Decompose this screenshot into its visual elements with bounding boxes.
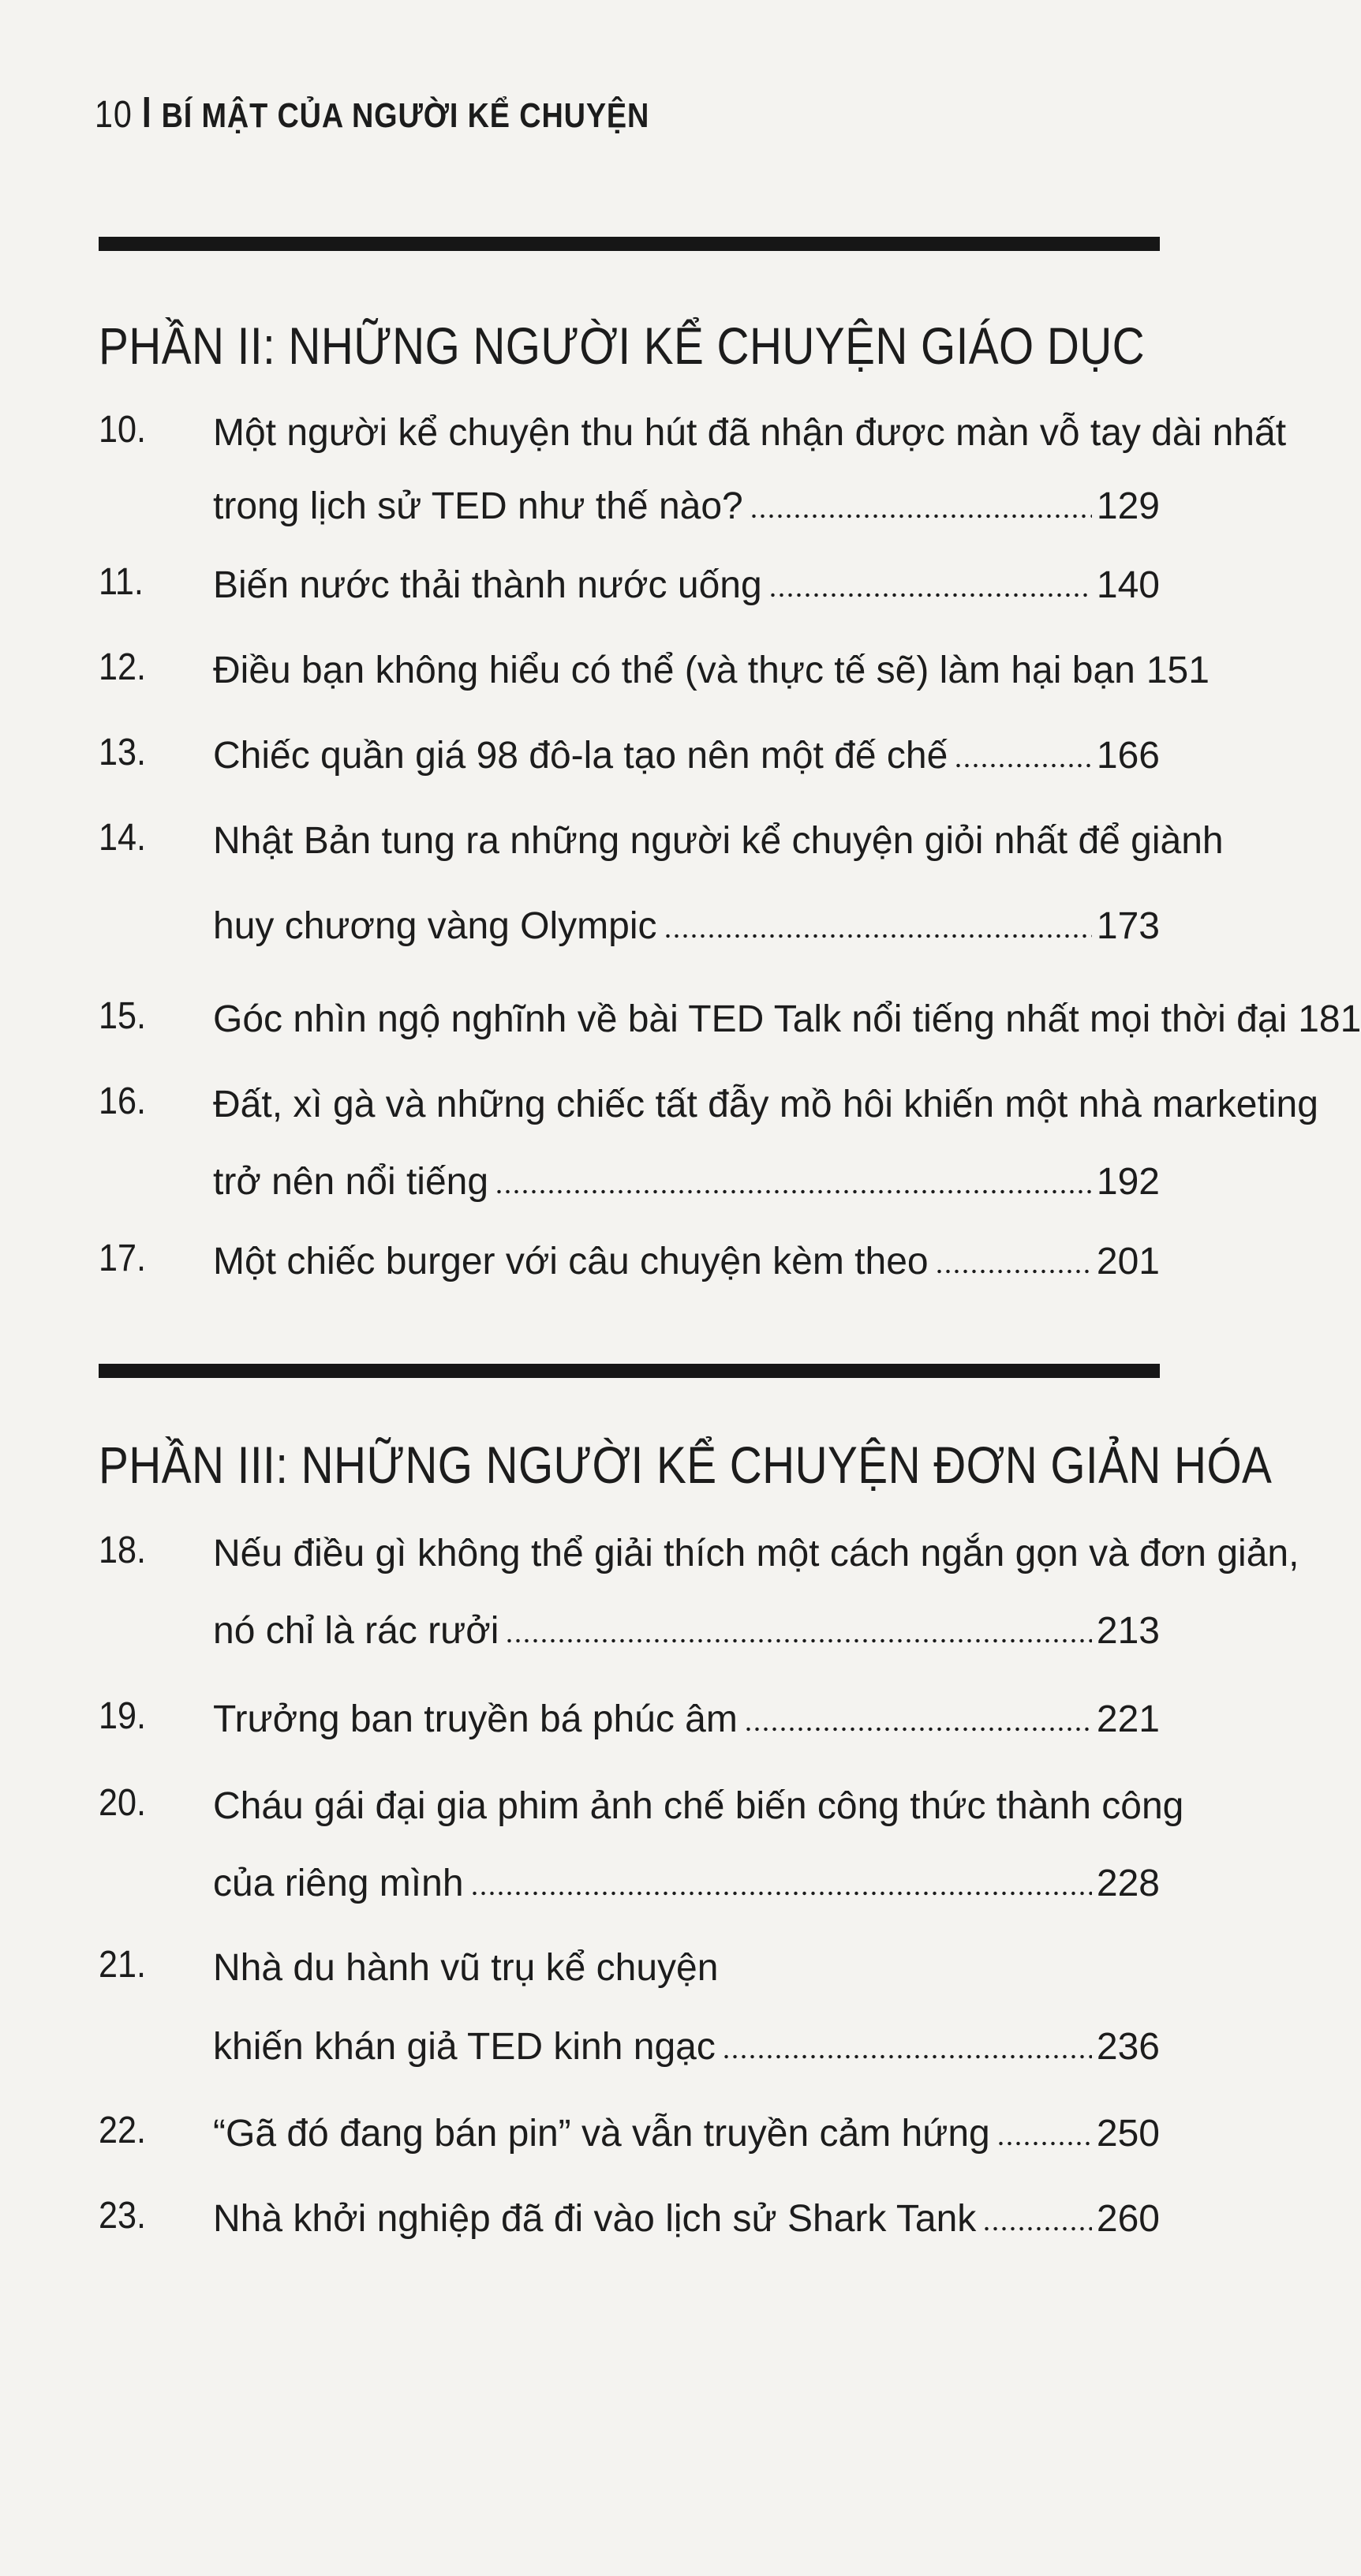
entry-title-line: Biến nước thải thành nước uống 140 [213,559,1160,609]
entry-page: 173 [1096,905,1160,947]
entry-title-line: Nhật Bản tung ra những người kể chuyện giỏi nhất để giành [213,820,1224,862]
entry-page: 236 [1096,2026,1160,2068]
entry-number: 14. [99,817,147,859]
entry-title-line: Đất, xì gà và những chiếc tất đẫy mồ hôi khiến một nhà marketing [213,1084,1318,1125]
entry-title-line: trở nên nổi tiếng 192 [213,1155,1160,1206]
entry-number: 23. [99,2195,147,2237]
dot-leader [935,1268,1092,1275]
entry-page: 228 [1096,1863,1160,1904]
dot-leader [505,1638,1092,1644]
entry-page: 260 [1096,2198,1160,2240]
entry-page: 213 [1096,1610,1160,1652]
dot-leader [744,1726,1092,1732]
entry-title-line: Điều bạn không hiểu có thể (và thực tế sẽ) làm hại bạn 151 [213,644,1160,695]
entry-number: 19. [99,1695,147,1737]
entry-page: 166 [1096,735,1160,777]
entry-number: 13. [99,732,147,773]
entry-number: 12. [99,646,147,688]
entry-number: 20. [99,1782,147,1824]
book-title: BÍ MẬT CỦA NGƯỜI KỂ CHUYỆN [161,96,650,135]
entry-page: 129 [1096,485,1160,527]
entry-title-line: Nhà khởi nghiệp đã đi vào lịch sử Shark Tank 260 [213,2192,1160,2243]
entry-title-line: Nếu điều gì không thể giải thích một cách ngắn gọn và đơn giản, [213,1533,1299,1574]
dot-leader [722,2054,1092,2060]
entry-number: 22. [99,2110,147,2151]
entry-title-line: Một người kể chuyện thu hút đã nhận được màn vỗ tay dài nhất [213,412,1287,454]
entry-title-line: khiến khán giả TED kinh ngạc 236 [213,2020,1160,2071]
separator-bar [144,97,149,127]
dot-leader [996,2140,1092,2147]
entry-number: 15. [99,995,147,1037]
dot-leader [470,1890,1092,1896]
entry-title-line: Nhà du hành vũ trụ kể chuyện [213,1947,719,1989]
entry-number: 11. [99,561,144,603]
dot-leader [495,1189,1092,1195]
entry-number: 17. [99,1237,147,1279]
entry-title-line: “Gã đó đang bán pin” và vẫn truyền cảm hứng 250 [213,2107,1160,2158]
entry-page: 140 [1096,564,1160,606]
entry-title-line: Cháu gái đại gia phim ảnh chế biến công thức thành công [213,1785,1184,1827]
entry-title-line: Một chiếc burger với câu chuyện kèm theo 201 [213,1235,1160,1286]
entry-title-line: trong lịch sử TED như thế nào? 129 [213,480,1160,530]
entry-page: 151 [1146,650,1210,691]
entry-title-line: nó chỉ là rác rưởi 213 [213,1604,1160,1655]
entry-page: 181 [1298,998,1361,1040]
dot-leader [750,513,1092,519]
entry-title-line: Chiếc quần giá 98 đô-la tạo nên một đế chế 166 [213,729,1160,780]
dot-leader [664,933,1092,939]
section-rule [99,1364,1160,1378]
entry-page: 192 [1096,1161,1160,1203]
entry-number: 18. [99,1530,147,1571]
entry-page: 201 [1096,1241,1160,1282]
entry-number: 16. [99,1080,147,1122]
section-title: PHẦN III: NHỮNG NGƯỜI KỂ CHUYỆN ĐƠN GIẢN HÓA [99,1436,1273,1494]
entry-number: 21. [99,1944,147,1986]
entry-title-line: huy chương vàng Olympic 173 [213,900,1160,950]
entry-title-line: của riêng mình 228 [213,1857,1160,1908]
running-head [95,93,649,137]
dot-leader [768,592,1092,598]
entry-page: 221 [1096,1698,1160,1740]
section-rule [99,237,1160,251]
entry-title-line: Trưởng ban truyền bá phúc âm 221 [213,1693,1160,1743]
entry-number: 10. [99,409,147,451]
entry-page: 250 [1096,2113,1160,2155]
page-number: 10 [95,94,133,136]
dot-leader [982,2226,1092,2232]
dot-leader [954,762,1092,769]
section-title: PHẦN II: NHỮNG NGƯỜI KỂ CHUYỆN GIÁO DỤC [99,316,1146,375]
entry-title-line: Góc nhìn ngộ nghĩnh về bài TED Talk nổi tiếng nhất mọi thời đại 181 [213,993,1160,1043]
